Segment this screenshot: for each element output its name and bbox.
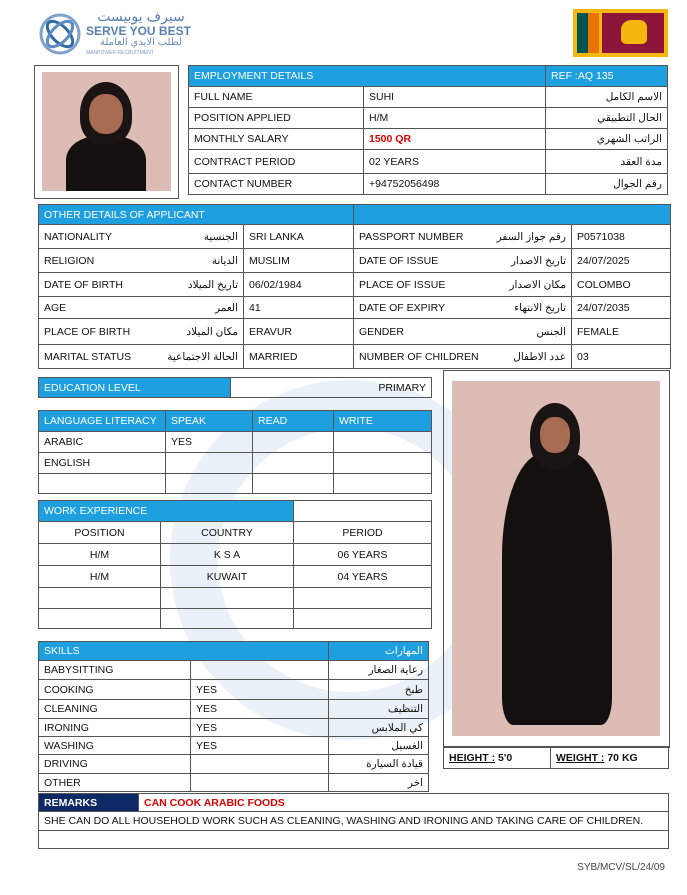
work-header-country: COUNTRY xyxy=(161,522,294,544)
language-english: ENGLISH xyxy=(39,453,166,474)
label-date-of-issue: DATE OF ISSUE xyxy=(359,254,439,267)
remarks-highlight: CAN COOK ARABIC FOODS xyxy=(139,794,669,812)
label-contact-number: CONTACT NUMBER xyxy=(189,174,364,195)
work-header-position: POSITION xyxy=(39,522,161,544)
value-date-of-birth: 06/02/1984 xyxy=(244,273,354,297)
work-period-4 xyxy=(294,609,432,629)
work-period-1: 06 YEARS xyxy=(294,544,432,566)
arabic-marital-status: الحالة الاجتماعية xyxy=(167,350,238,363)
value-date-of-expiry: 24/07/2035 xyxy=(572,297,671,319)
other-row-nationality xyxy=(39,225,244,249)
language-english-speak xyxy=(166,453,253,474)
language-english-read xyxy=(253,453,334,474)
work-position-4 xyxy=(39,609,161,629)
work-experience-title-blank xyxy=(294,501,432,522)
photo-frame-portrait xyxy=(34,65,179,199)
label-full-name: FULL NAME xyxy=(189,87,364,108)
value-full-name: SUHI xyxy=(364,87,546,108)
label-nationality: NATIONALITY xyxy=(44,230,113,243)
language-empty xyxy=(39,474,166,494)
remarks-label: REMARKS xyxy=(39,794,139,812)
value-age: 41 xyxy=(244,297,354,319)
value-place-of-issue: COLOMBO xyxy=(572,273,671,297)
arabic-position-applied: الحال التطبيقي xyxy=(546,108,668,129)
weight-label: WEIGHT : xyxy=(556,751,605,764)
skills-table xyxy=(38,641,429,792)
other-details-title-blank xyxy=(354,205,671,225)
skill-cooking-arabic: طبخ xyxy=(329,680,429,700)
label-marital-status: MARITAL STATUS xyxy=(44,350,132,363)
language-empty-write xyxy=(334,474,432,494)
work-experience-table xyxy=(38,500,432,629)
arabic-contact-number: رقم الجوال xyxy=(546,174,668,195)
education-label: EDUCATION LEVEL xyxy=(39,378,231,398)
skill-other-value xyxy=(191,774,329,792)
skill-washing: WASHING xyxy=(39,737,191,755)
work-country-2: KUWAIT xyxy=(161,566,294,588)
language-header-write: WRITE xyxy=(334,411,432,432)
label-gender: GENDER xyxy=(359,325,404,338)
other-row-date-of-issue xyxy=(354,249,572,273)
work-period-2: 04 YEARS xyxy=(294,566,432,588)
work-position-2: H/M xyxy=(39,566,161,588)
other-details-table xyxy=(38,204,671,225)
height-label: HEIGHT : xyxy=(449,751,496,764)
education-value: PRIMARY xyxy=(231,378,432,398)
other-row-date-of-expiry xyxy=(354,297,572,319)
skill-babysitting: BABYSITTING xyxy=(39,661,191,680)
employment-details-table xyxy=(188,65,668,195)
skill-cleaning-value: YES xyxy=(191,700,329,719)
language-table xyxy=(38,410,432,494)
value-passport-number: P0571038 xyxy=(572,225,671,249)
other-row-religion xyxy=(39,249,244,273)
arabic-age: العمر xyxy=(214,301,238,314)
arabic-place-of-issue: مكان الاصدار xyxy=(509,278,566,291)
label-date-of-expiry: DATE OF EXPIRY xyxy=(359,301,445,314)
work-position-1: H/M xyxy=(39,544,161,566)
skills-title-arabic: المهارات xyxy=(329,642,429,661)
work-country-3 xyxy=(161,588,294,609)
label-number-of-children: NUMBER OF CHILDREN xyxy=(359,350,479,363)
skill-cooking-value: YES xyxy=(191,680,329,700)
language-arabic: ARABIC xyxy=(39,432,166,453)
label-contract-period: CONTRACT PERIOD xyxy=(189,150,364,174)
skill-babysitting-value xyxy=(191,661,329,680)
other-row-date-of-birth xyxy=(39,273,244,297)
language-arabic-speak: YES xyxy=(166,432,253,453)
height-cell xyxy=(444,747,551,769)
skill-other-arabic: اخر xyxy=(329,774,429,792)
language-empty-read xyxy=(253,474,334,494)
other-row-passport xyxy=(354,225,572,249)
arabic-date-of-birth: تاريخ الميلاد xyxy=(187,278,238,291)
remarks-text: SHE CAN DO ALL HOUSEHOLD WORK SUCH AS CLEANING, WASHING AND IRONING AND TAKING CARE OF CHILDREN. xyxy=(39,812,669,831)
label-religion: RELIGION xyxy=(44,254,95,267)
weight-value: 70 KG xyxy=(607,751,638,764)
arabic-gender: الجنس xyxy=(536,325,566,338)
language-header-speak: SPEAK xyxy=(166,411,253,432)
arabic-full-name: الاسم الكامل xyxy=(546,87,668,108)
skill-driving-arabic: قيادة السيارة xyxy=(329,755,429,774)
work-period-3 xyxy=(294,588,432,609)
value-position-applied: H/M xyxy=(364,108,546,129)
remarks-table xyxy=(38,793,669,849)
other-row-age xyxy=(39,297,244,319)
skill-cleaning-arabic: التنظيف xyxy=(329,700,429,719)
weight-cell xyxy=(551,747,669,769)
arabic-place-of-birth: مكان الميلاد xyxy=(186,325,238,338)
work-position-3 xyxy=(39,588,161,609)
measurements-table xyxy=(443,746,669,769)
skill-cleaning: CLEANING xyxy=(39,700,191,719)
language-arabic-write xyxy=(334,432,432,453)
other-details-rows xyxy=(38,224,671,369)
language-header-literacy: LANGUAGE LITERACY xyxy=(39,411,166,432)
arabic-nationality: الجنسية xyxy=(203,230,238,243)
skill-driving: DRIVING xyxy=(39,755,191,774)
work-header-period: PERIOD xyxy=(294,522,432,544)
skill-washing-value: YES xyxy=(191,737,329,755)
sri-lanka-flag xyxy=(573,9,668,57)
skill-babysitting-arabic: رعاية الصغار xyxy=(329,661,429,680)
language-arabic-read xyxy=(253,432,334,453)
other-row-marital-status xyxy=(39,345,244,369)
arabic-contract-period: مدة العقد xyxy=(546,150,668,174)
language-header-read: READ xyxy=(253,411,334,432)
education-table xyxy=(38,377,432,398)
label-position-applied: POSITION APPLIED xyxy=(189,108,364,129)
arabic-date-of-expiry: تاريخ الانتهاء xyxy=(514,301,566,314)
company-logo xyxy=(38,10,198,58)
skills-title: SKILLS xyxy=(39,642,329,661)
document-code: SYB/MCV/SL/24/09 xyxy=(577,862,665,873)
skill-ironing: IRONING xyxy=(39,719,191,737)
label-age: AGE xyxy=(44,301,67,314)
label-place-of-issue: PLACE OF ISSUE xyxy=(359,278,446,291)
value-nationality: SRI LANKA xyxy=(244,225,354,249)
value-contract-period: 02 YEARS xyxy=(364,150,546,174)
value-number-of-children: 03 xyxy=(572,345,671,369)
label-date-of-birth: DATE OF BIRTH xyxy=(44,278,123,291)
other-row-place-of-issue xyxy=(354,273,572,297)
other-details-title: OTHER DETAILS OF APPLICANT xyxy=(39,205,354,225)
logo-icon xyxy=(38,12,82,56)
language-empty-speak xyxy=(166,474,253,494)
work-experience-title: WORK EXPERIENCE xyxy=(39,501,294,522)
other-row-children xyxy=(354,345,572,369)
arabic-religion: الديانة xyxy=(211,254,238,267)
reference-number: REF :AQ 135 xyxy=(546,66,668,87)
height-value: 5'0 xyxy=(498,751,513,764)
logo-english-text: SERVE YOU BEST xyxy=(86,24,191,38)
arabic-monthly-salary: الراتب الشهري xyxy=(546,129,668,150)
skill-other: OTHER xyxy=(39,774,191,792)
portrait-photo xyxy=(42,72,171,191)
label-passport-number: PASSPORT NUMBER xyxy=(359,230,464,243)
skill-ironing-value: YES xyxy=(191,719,329,737)
work-country-1: K S A xyxy=(161,544,294,566)
value-religion: MUSLIM xyxy=(244,249,354,273)
arabic-date-of-issue: تاريخ الاصدار xyxy=(510,254,566,267)
label-place-of-birth: PLACE OF BIRTH xyxy=(44,325,131,338)
language-english-write xyxy=(334,453,432,474)
skill-washing-arabic: الغسيل xyxy=(329,737,429,755)
skill-ironing-arabic: كي الملابس xyxy=(329,719,429,737)
work-country-4 xyxy=(161,609,294,629)
arabic-passport-number: رقم جواز السفر xyxy=(496,230,566,243)
value-place-of-birth: ERAVUR xyxy=(244,319,354,345)
lion-icon xyxy=(621,20,647,44)
value-gender: FEMALE xyxy=(572,319,671,345)
other-row-gender xyxy=(354,319,572,345)
logo-arabic-text: سيرف يوبيست xyxy=(97,8,185,24)
label-monthly-salary: MONTHLY SALARY xyxy=(189,129,364,150)
skill-cooking: COOKING xyxy=(39,680,191,700)
other-row-place-of-birth xyxy=(39,319,244,345)
arabic-number-of-children: عدد الاطفال xyxy=(513,350,566,363)
value-monthly-salary: 1500 QR xyxy=(364,129,546,150)
value-contact-number: +94752056498 xyxy=(364,174,546,195)
full-body-photo xyxy=(452,381,660,736)
logo-subtext: MANPOWER RECRUITMENT xyxy=(86,50,154,56)
value-marital-status: MARRIED xyxy=(244,345,354,369)
photo-frame-full-body xyxy=(443,370,670,748)
skill-driving-value xyxy=(191,755,329,774)
employment-title: EMPLOYMENT DETAILS xyxy=(189,66,546,87)
remarks-blank-row xyxy=(39,831,669,849)
value-date-of-issue: 24/07/2025 xyxy=(572,249,671,273)
logo-arabic-subtext: لطلب الايدي العاملة xyxy=(99,37,182,48)
